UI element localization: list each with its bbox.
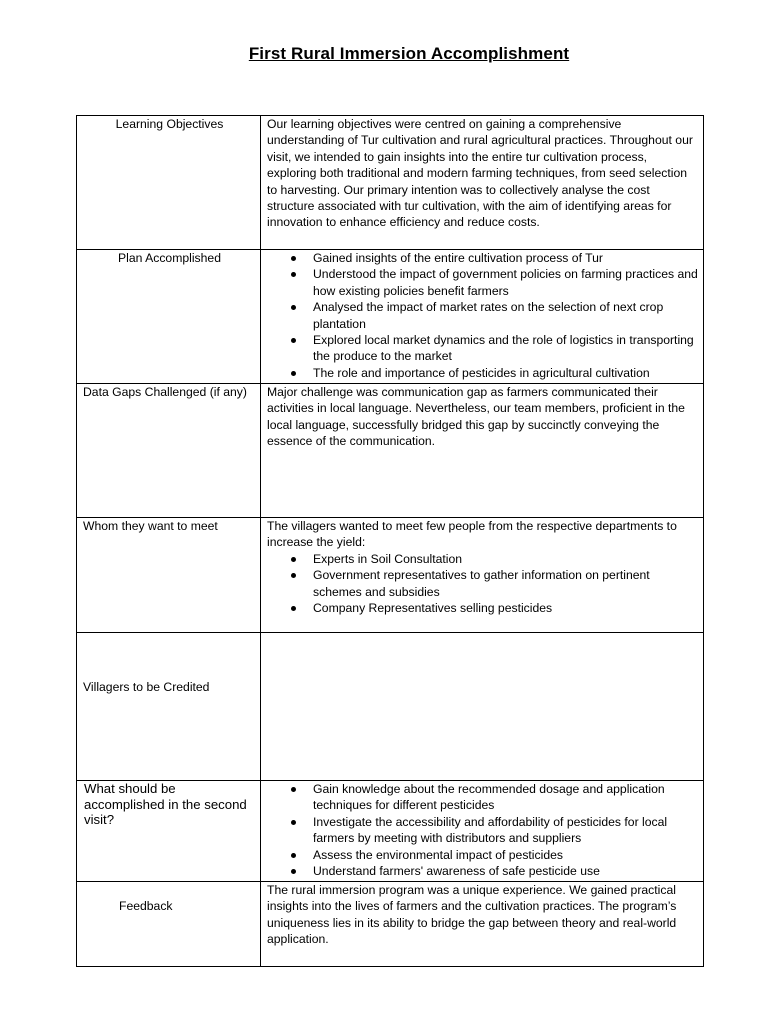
second-visit-content bbox=[261, 781, 704, 882]
learning-objectives-text bbox=[261, 116, 704, 250]
table-row-whom-to-meet bbox=[77, 518, 704, 633]
table-row-feedback bbox=[77, 882, 704, 967]
whom-to-meet-intro: The villagers wanted to meet few people from the respective departments to increase the yield: bbox=[267, 519, 677, 550]
table-row-villagers-credited bbox=[77, 633, 704, 781]
list-item: Company Representatives selling pesticides bbox=[313, 600, 699, 616]
feedback-content bbox=[261, 882, 704, 967]
row-label-data-gaps: Data Gaps Challenged (if any) bbox=[77, 384, 261, 518]
table-row-learning-objectives bbox=[77, 116, 704, 250]
villagers-credited-content bbox=[261, 633, 704, 781]
list-item: Understand farmers' awareness of safe pesticide use bbox=[313, 863, 699, 879]
table-row-second-visit bbox=[77, 781, 704, 882]
table-row-plan-accomplished bbox=[77, 250, 704, 384]
list-item: Gain knowledge about the recommended dosage and application techniques for different pesticides bbox=[313, 781, 699, 814]
list-item: The role and importance of pesticides in agricultural cultivation bbox=[313, 365, 699, 381]
list-item: Experts in Soil Consultation bbox=[313, 551, 699, 567]
data-gaps-content bbox=[261, 384, 704, 518]
list-item: Understood the impact of government policies on farming practices and how existing policies benefit farmers bbox=[313, 267, 698, 298]
plan-accomplished-content bbox=[261, 250, 704, 384]
list-item: Investigate the accessibility and affordability of pesticides for local farmers by meeting with distributors and suppliers bbox=[313, 814, 699, 847]
whom-to-meet-list bbox=[267, 551, 699, 617]
row-label-feedback: Feedback bbox=[77, 882, 261, 967]
second-visit-list bbox=[267, 781, 699, 879]
data-gaps-paragraph: Major challenge was communication gap as farmers communicated their activities in local language. Nevertheless, our team members, proficient in the local language, successfully bridged this gap by succinctly conveying the essence of the communication. bbox=[267, 385, 685, 449]
whom-to-meet-content bbox=[261, 518, 704, 633]
row-label-villagers-credited: Villagers to be Credited bbox=[77, 633, 261, 781]
plan-accomplished-list bbox=[267, 250, 699, 381]
list-item: Assess the environmental impact of pesticides bbox=[313, 847, 699, 863]
list-item: Analysed the impact of market rates on the selection of next crop plantation bbox=[313, 299, 699, 332]
row-label-plan-accomplished: Plan Accomplished bbox=[77, 250, 261, 384]
row-label-learning-objectives: Learning Objectives bbox=[77, 116, 261, 250]
table-row-data-gaps bbox=[77, 384, 704, 518]
page-title: First Rural Immersion Accomplishment bbox=[248, 44, 570, 63]
row-label-second-visit: What should be accomplished in the second visit? bbox=[77, 781, 261, 882]
list-item: Government representatives to gather information on pertinent schemes and subsidies bbox=[313, 567, 699, 600]
accomplishment-table bbox=[76, 115, 704, 967]
row-label-whom-to-meet: Whom they want to meet bbox=[77, 518, 261, 633]
feedback-paragraph: The rural immersion program was a unique experience. We gained practical insights into the lives of farmers and the cultivation practices. The program’s uniqueness lies in its ability to bridge the gap between theory and real-world application. bbox=[267, 883, 677, 947]
list-item: Explored local market dynamics and the role of logistics in transporting the produce to the market bbox=[313, 332, 699, 365]
list-item: Gained insights of the entire cultivation process of Tur bbox=[313, 250, 699, 266]
learning-objectives-paragraph: Our learning objectives were centred on gaining a comprehensive understanding of Tur cultivation and rural agricultural practices. Throughout our visit, we intended to gain insights into the entire tur cultivation process, exploring both traditional and modern farming techniques, from seed selection to harvesting. Our primary intention was to collectively analyse the cost structure associated with tur cultivation, with the aim of identifying areas for innovation to enhance efficiency and reduce costs. bbox=[267, 117, 693, 230]
